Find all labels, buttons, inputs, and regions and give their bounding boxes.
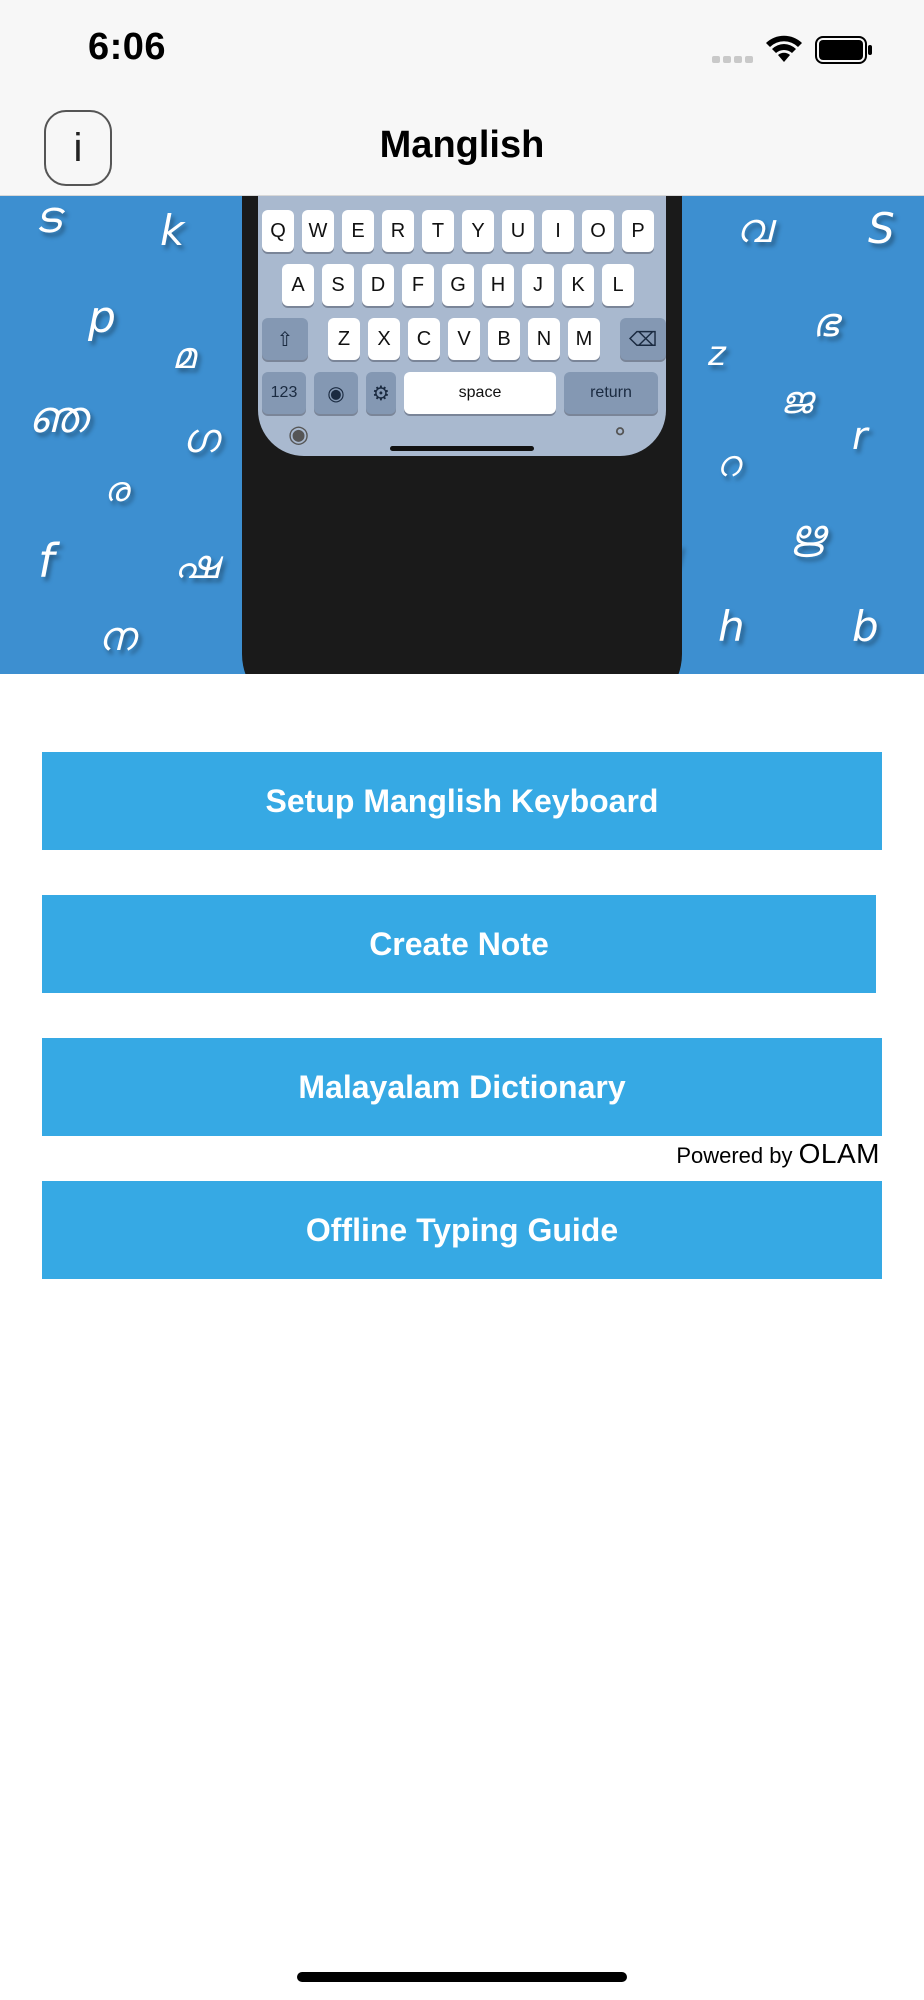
key: T <box>422 210 454 252</box>
return-key: return <box>564 372 658 414</box>
settings-key-icon: ⚙ <box>366 372 396 414</box>
banner-letter: ഷ <box>174 542 218 588</box>
numbers-key: 123 <box>262 372 306 414</box>
key: J <box>522 264 554 306</box>
banner-letter: മ <box>172 336 195 377</box>
powered-by-prefix: Powered by <box>676 1143 793 1168</box>
powered-by-label <box>676 1138 880 1170</box>
key: N <box>528 318 560 360</box>
microphone-icon: ⚬ <box>610 419 631 446</box>
offline-typing-guide-button[interactable]: Offline Typing Guide <box>42 1181 882 1279</box>
key: E <box>342 210 374 252</box>
key: H <box>482 264 514 306</box>
phone-home-indicator <box>390 446 534 451</box>
key: D <box>362 264 394 306</box>
key: P <box>622 210 654 252</box>
space-key: space <box>404 372 556 414</box>
banner-letter: ഋ <box>790 512 825 558</box>
create-note-button[interactable]: Create Note <box>42 895 876 993</box>
keyboard-illustration <box>258 196 666 456</box>
key: W <box>302 210 334 252</box>
key: U <box>502 210 534 252</box>
banner-letter: f <box>38 534 55 588</box>
banner-letter: p <box>88 292 116 343</box>
key: Y <box>462 210 494 252</box>
banner-letter: റ <box>716 444 740 485</box>
key: O <box>582 210 614 252</box>
banner-letter: S <box>868 204 895 253</box>
setup-keyboard-button[interactable]: Setup Manglish Keyboard <box>42 752 882 850</box>
key: Q <box>262 210 294 252</box>
cellular-signal-icon <box>712 56 753 63</box>
key: S <box>322 264 354 306</box>
key: G <box>442 264 474 306</box>
banner-letter: z <box>708 334 726 374</box>
phone-illustration <box>242 196 682 674</box>
globe-icon: ◉ <box>288 421 309 448</box>
banner-letter: ര <box>104 470 129 510</box>
key: V <box>448 318 480 360</box>
battery-icon <box>815 36 873 64</box>
key: F <box>402 264 434 306</box>
home-indicator <box>297 1972 627 1982</box>
banner-letter: ന <box>98 614 136 660</box>
banner-letter: r <box>852 414 868 458</box>
banner-letter: ജ <box>780 378 812 422</box>
status-bar <box>0 0 924 100</box>
banner-letter: ട <box>34 196 60 243</box>
key: X <box>368 318 400 360</box>
olam-brand: OLAM <box>798 1138 880 1169</box>
banner-letter: ഗ <box>182 416 219 462</box>
wifi-icon <box>764 34 804 64</box>
key: C <box>408 318 440 360</box>
banner-letter: h <box>718 602 745 651</box>
navigation-bar <box>0 100 924 196</box>
banner-letter: വ <box>736 206 772 252</box>
key: L <box>602 264 634 306</box>
shift-key-icon: ⇧ <box>262 318 308 360</box>
banner-letter: ഭ <box>812 300 838 346</box>
status-time: 6:06 <box>88 26 167 68</box>
info-button[interactable]: i <box>44 110 112 186</box>
banner-letter: ഞ <box>28 392 88 443</box>
key: K <box>562 264 594 306</box>
globe-key-icon: ◉ <box>314 372 358 414</box>
malayalam-dictionary-button[interactable]: Malayalam Dictionary <box>42 1038 882 1136</box>
key: R <box>382 210 414 252</box>
key: A <box>282 264 314 306</box>
key: B <box>488 318 520 360</box>
banner-letter: k <box>160 206 185 255</box>
banner-letter: b <box>852 602 879 651</box>
keyboard-banner-image <box>0 196 924 674</box>
key: M <box>568 318 600 360</box>
page-title: Manglish <box>379 124 545 166</box>
key: Z <box>328 318 360 360</box>
key: I <box>542 210 574 252</box>
backspace-key-icon: ⌫ <box>620 318 666 360</box>
